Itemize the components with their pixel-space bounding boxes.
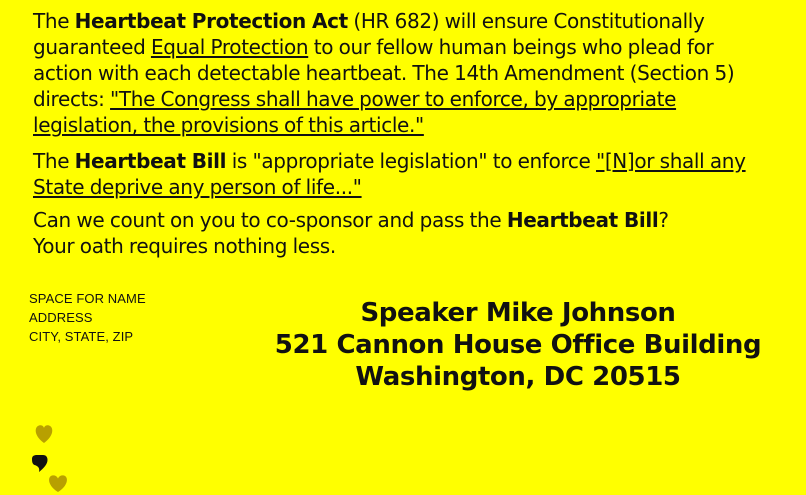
recipient-name: Speaker Mike Johnson <box>360 298 676 328</box>
paragraph-heartbeat-protection-act <box>33 8 778 138</box>
sender-address-block <box>29 289 146 346</box>
sender-name: SPACE FOR NAME <box>29 291 146 306</box>
p3-text-2: ? <box>658 208 669 232</box>
sender-city-state-zip: CITY, STATE, ZIP <box>29 329 134 344</box>
p1-bold-act-name: Heartbeat Protection Act <box>74 9 348 33</box>
p3-bold-bill-name: Heartbeat Bill <box>506 208 659 232</box>
gold-heart-bottom-icon <box>49 475 67 492</box>
p1-underline-quote: "The Congress shall have power to enforce, by appropriate legislation, the provisions of this article." <box>33 87 677 137</box>
dark-heart-icon <box>32 455 48 472</box>
recipient-street: 521 Cannon House Office Building <box>274 330 762 360</box>
p3-text-3: Your oath requires nothing less. <box>33 234 336 258</box>
hearts-logo-icon <box>28 420 73 495</box>
paragraph-heartbeat-bill <box>33 148 778 200</box>
gold-heart-top-icon <box>36 425 53 443</box>
recipient-address-block <box>260 297 776 393</box>
recipient-city-state-zip: Washington, DC 20515 <box>355 362 681 392</box>
p2-text-1: The <box>33 149 75 173</box>
p1-text-3: to our fellow human beings who plead for action with each detectable heartbeat. The 14th Amendment (Section 5) directs: <box>33 35 735 111</box>
p3-text-1: Can we count on you to co-sponsor and pass the <box>33 208 507 232</box>
p1-underline-equal-protection: Equal Protection <box>150 35 309 59</box>
p2-text-2: is "appropriate legislation" to enforce <box>226 149 596 173</box>
paragraph-cosponsor-question <box>33 207 778 259</box>
p1-text-1: The <box>33 9 75 33</box>
sender-address: ADDRESS <box>29 310 93 325</box>
p1-text-2: (HR 682) will ensure Constitutionally guaranteed <box>33 9 705 59</box>
p2-bold-bill-name: Heartbeat Bill <box>74 149 227 173</box>
p2-underline-quote: "[N]or shall any State deprive any person of life..." <box>33 149 746 199</box>
